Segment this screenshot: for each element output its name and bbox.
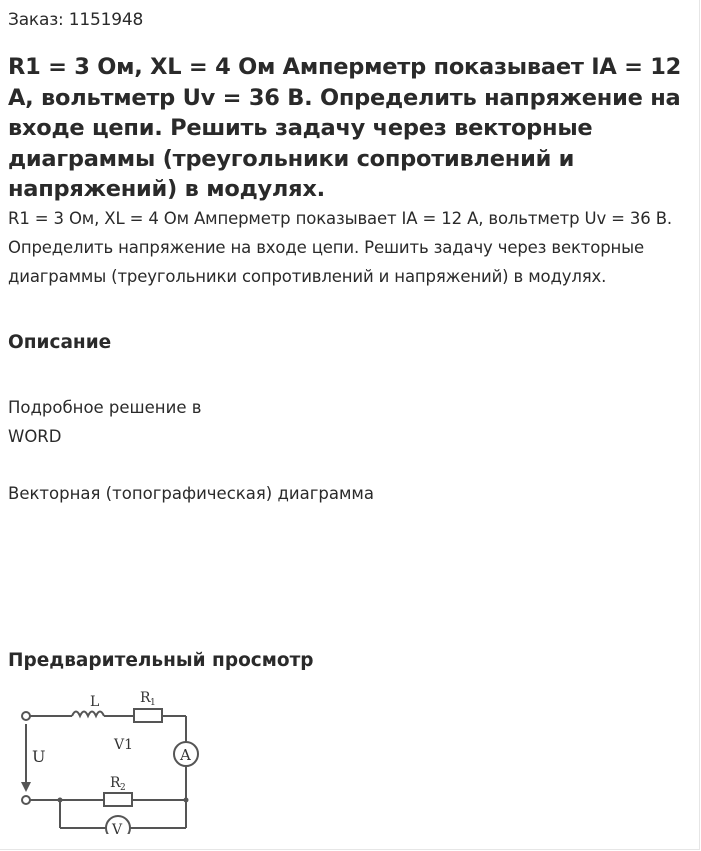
- r2-subscript: 2: [120, 783, 126, 793]
- order-number: Заказ: 1151948: [8, 10, 144, 30]
- ammeter-label: A: [180, 746, 191, 764]
- v1-label: V1: [114, 737, 134, 753]
- description-heading: Описание: [8, 332, 112, 353]
- voltage-label: U: [32, 747, 46, 766]
- r1-label: R: [140, 690, 151, 706]
- preview-heading: Предварительный просмотр: [8, 650, 314, 671]
- description-line-2: WORD: [8, 427, 62, 446]
- inductor-label: L: [90, 694, 100, 710]
- circuit-diagram: [10, 684, 210, 834]
- r2-label: R: [110, 775, 121, 791]
- task-title: R1 = 3 Ом, XL = 4 Ом Амперметр показывает IA = 12 А, вольтметр Uv = 36 В. Определить напряжение на входе цепи. Решить задачу через векторные диаграммы (треугольники сопротивлений и напряжений) в модулях.: [8, 54, 682, 202]
- description-line-3: Векторная (топографическая) диаграмма: [8, 484, 374, 503]
- voltmeter-label: V: [112, 822, 123, 834]
- r1-subscript: 1: [150, 698, 156, 708]
- task-text: R1 = 3 Ом, XL = 4 Ом Амперметр показывает IA = 12 А, вольтметр Uv = 36 В. Определить напряжение на входе цепи. Решить задачу через векторные диаграммы (треугольники сопротивлений и напряжений) в модулях.: [8, 209, 672, 286]
- description-line-1: Подробное решение в: [8, 398, 202, 417]
